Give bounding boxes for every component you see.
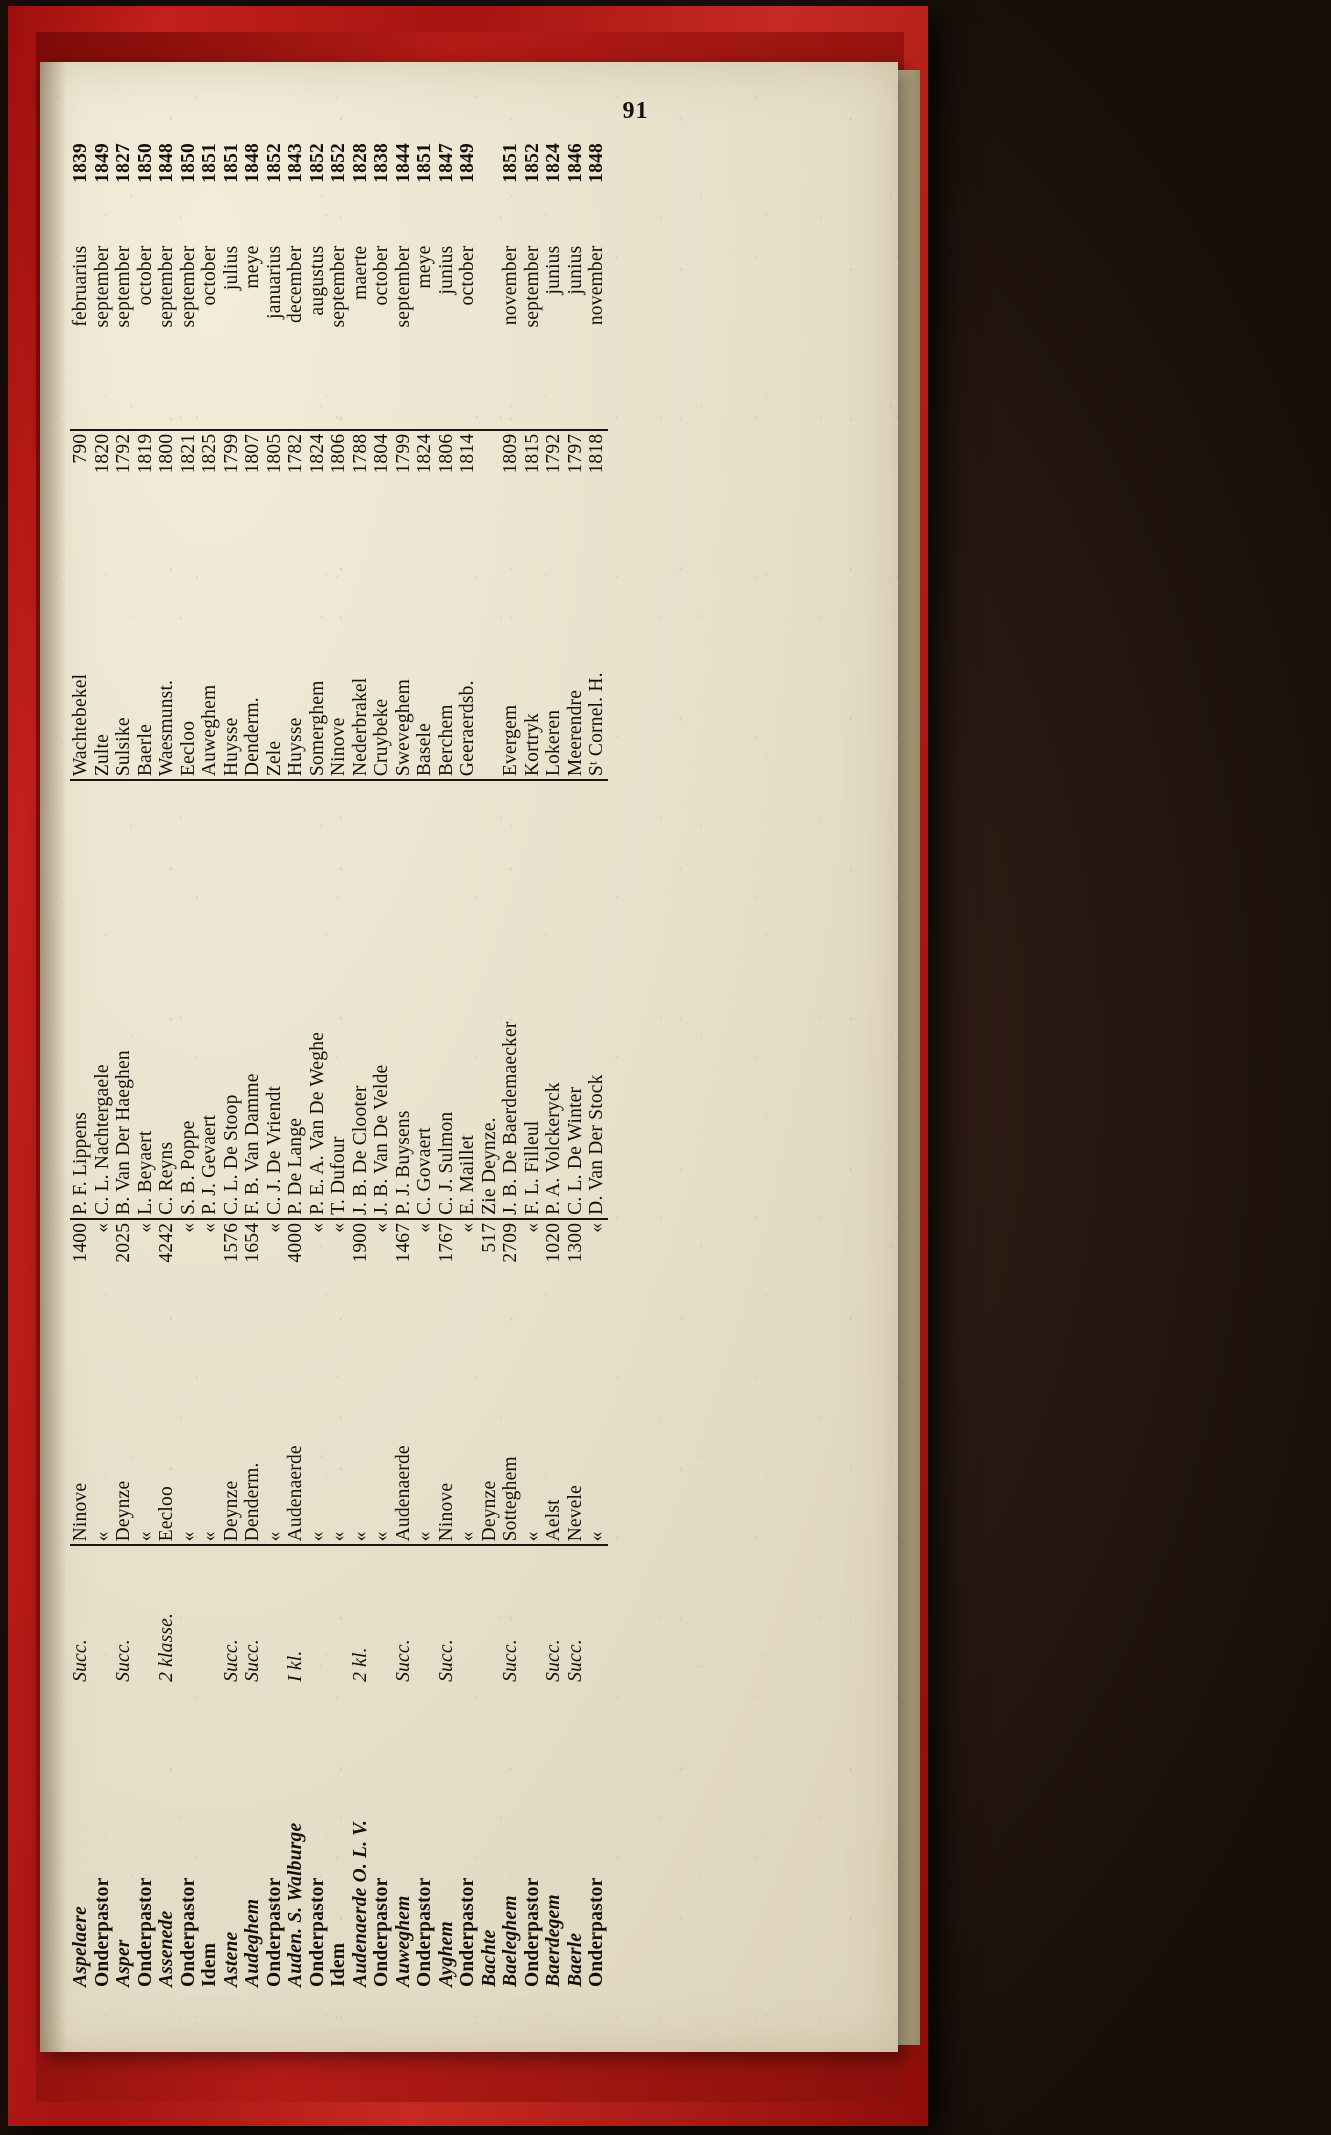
cell-birthplace xyxy=(479,533,501,780)
table-row xyxy=(479,140,501,1990)
cell-population: 1654 xyxy=(242,1219,264,1323)
cell-month: september xyxy=(521,245,543,328)
cell-birthplace: Sulsike xyxy=(113,533,135,780)
cell-birthplace: Huysse xyxy=(285,533,307,780)
cell-function: Succ. xyxy=(564,1639,586,1682)
cell-function: Succ. xyxy=(500,1639,521,1682)
cell-month: junius xyxy=(564,245,586,295)
cell-month: september xyxy=(392,245,414,328)
cell-population: « xyxy=(307,1219,329,1323)
cell-population: 1300 xyxy=(565,1219,587,1323)
cell-birth-year: 1806 xyxy=(436,430,458,534)
cell-place: Onderpastor xyxy=(91,1877,113,1987)
cell-name: C. L. De Stoop xyxy=(220,1094,242,1215)
cell-month: october xyxy=(371,245,392,306)
cell-year: 1848 xyxy=(242,143,263,183)
cell-birth-year: 1824 xyxy=(307,430,329,534)
cell-population: 1467 xyxy=(393,1219,415,1323)
cell-deanery: « xyxy=(522,1323,544,1546)
cell-function xyxy=(135,1545,157,1684)
cell-birth-year: 1799 xyxy=(393,430,415,534)
cell-name: C. L. Nachtergaele xyxy=(91,1064,113,1215)
table-row xyxy=(393,140,415,1990)
cell-function xyxy=(586,1545,608,1684)
cell-birth-year: 1805 xyxy=(264,430,286,534)
cell-month: september xyxy=(91,245,113,328)
cell-month: september xyxy=(113,245,134,328)
cell-name: P. A. Volckeryck xyxy=(543,1082,564,1215)
table-row xyxy=(436,140,458,1990)
cell-function xyxy=(479,1545,501,1684)
table-row xyxy=(371,140,393,1990)
cell-year: 1850 xyxy=(177,143,199,183)
cell-population: « xyxy=(586,1219,608,1323)
cell-birth-year: 1799 xyxy=(221,430,243,534)
cell-function xyxy=(307,1545,329,1684)
table-row xyxy=(328,140,350,1990)
cell-deanery: Audenaerde xyxy=(285,1323,307,1546)
cell-name: F. B. Van Damme xyxy=(242,1073,263,1215)
cell-function: Succ. xyxy=(70,1639,91,1682)
cell-population: « xyxy=(199,1219,221,1323)
cell-birthplace: Somerghem xyxy=(307,533,329,780)
cell-population: 1767 xyxy=(436,1219,458,1323)
cell-birth-year: 1809 xyxy=(500,430,522,534)
cell-birthplace: Cruybeke xyxy=(371,533,393,780)
cell-place: Auweghem xyxy=(392,1895,414,1987)
cell-birthplace: Zele xyxy=(264,533,286,780)
cell-population: 4242 xyxy=(156,1219,178,1323)
page-gutter-shadow xyxy=(40,62,66,2052)
cell-year: 1843 xyxy=(285,143,306,183)
cell-place: Onderpastor xyxy=(521,1877,543,1987)
cell-birthplace: Berchem xyxy=(436,533,458,780)
cell-birthplace: Nederbrakel xyxy=(350,533,372,780)
cell-month: september xyxy=(328,245,349,328)
cell-year: 1850 xyxy=(134,143,156,183)
cell-function xyxy=(92,1545,114,1684)
cell-deanery: Deynze xyxy=(221,1323,243,1546)
cell-birth-year: 1814 xyxy=(457,430,479,534)
cell-year: 1844 xyxy=(392,143,414,183)
cell-place: Onderpastor xyxy=(177,1877,199,1987)
cell-deanery: « xyxy=(350,1323,372,1546)
cell-deanery: « xyxy=(178,1323,200,1546)
cell-name: C. J. Sulmon xyxy=(435,1111,457,1215)
cell-place: Idem xyxy=(199,1942,220,1987)
cell-birth-year: 1819 xyxy=(135,430,157,534)
cell-deanery: Deynze xyxy=(113,1323,135,1546)
cell-function xyxy=(457,1545,479,1684)
cell-deanery: Ninove xyxy=(70,1323,92,1546)
cell-deanery: « xyxy=(92,1323,114,1546)
cell-birth-year: 1797 xyxy=(565,430,587,534)
cell-year: 1828 xyxy=(349,143,371,183)
cell-place: Bachte xyxy=(478,1929,500,1987)
cell-birthplace: Huysse xyxy=(221,533,243,780)
cell-function xyxy=(178,1545,200,1684)
cell-population: 2025 xyxy=(113,1219,135,1323)
cell-birthplace: Lokeren xyxy=(543,533,565,780)
cell-name: J. B. Van De Velde xyxy=(371,1064,392,1215)
cell-month: januarius xyxy=(263,245,285,319)
cell-deanery: « xyxy=(135,1323,157,1546)
cell-birth-year: 1804 xyxy=(371,430,393,534)
cell-year: 1852 xyxy=(328,143,349,183)
cell-name: P. J. Buysens xyxy=(392,1110,414,1215)
cell-function xyxy=(264,1545,286,1684)
cell-deanery: « xyxy=(264,1323,286,1546)
cell-birthplace: Baerle xyxy=(135,533,157,780)
cell-function: I kl. xyxy=(285,1650,306,1682)
cell-deanery: « xyxy=(414,1323,436,1546)
parish-register-table xyxy=(70,140,608,1990)
cell-place: Ayghem xyxy=(435,1921,457,1987)
table-row xyxy=(500,140,522,1990)
cell-function: Succ. xyxy=(220,1639,242,1682)
cell-month: julius xyxy=(220,245,242,291)
cell-name: C. Govaert xyxy=(414,1127,435,1215)
cell-function: Succ. xyxy=(392,1639,414,1682)
cell-name: B. Van Der Haeghen xyxy=(113,1050,134,1215)
cell-year: 1851 xyxy=(220,143,242,183)
table-row xyxy=(135,140,157,1990)
cell-place: Onderpastor xyxy=(586,1877,607,1987)
cell-month: februarius xyxy=(70,245,91,327)
cell-deanery: « xyxy=(371,1323,393,1546)
table-row xyxy=(156,140,178,1990)
cell-birthplace: Ninove xyxy=(328,533,350,780)
cell-name: J. B. De Clooter xyxy=(349,1085,371,1215)
table-row xyxy=(285,140,307,1990)
cell-name: T. Dufour xyxy=(328,1136,349,1215)
cell-place: Baerdegem xyxy=(543,1894,564,1987)
cell-population: « xyxy=(178,1219,200,1323)
cell-birthplace: Wachtebekel xyxy=(70,533,92,780)
cell-birth-year: 1807 xyxy=(242,430,264,534)
cell-place: Asper xyxy=(113,1939,134,1987)
table-row xyxy=(522,140,544,1990)
cell-deanery: Aelst xyxy=(543,1323,565,1546)
cell-birth-year: 1821 xyxy=(178,430,200,534)
cell-month: maerte xyxy=(349,245,371,300)
cell-population: « xyxy=(457,1219,479,1323)
cell-deanery: « xyxy=(457,1323,479,1546)
cell-month: junius xyxy=(435,245,457,295)
table-row xyxy=(350,140,372,1990)
table-row xyxy=(565,140,587,1990)
cell-function xyxy=(328,1545,350,1684)
cell-name: P. E. A. Van De Weghe xyxy=(306,1031,328,1215)
cell-year: 1851 xyxy=(500,143,521,183)
cell-place: Onderpastor xyxy=(134,1877,156,1987)
cell-birthplace: Sweveghem xyxy=(393,533,415,780)
cell-birthplace: Kortryk xyxy=(522,533,544,780)
cell-year: 1849 xyxy=(457,143,478,183)
cell-deanery: « xyxy=(199,1323,221,1546)
cell-month xyxy=(479,243,501,430)
cell-place: Idem xyxy=(328,1942,349,1987)
cell-month: augustus xyxy=(306,245,328,316)
cell-function: Succ. xyxy=(435,1639,457,1682)
cell-deanery: Eecloo xyxy=(156,1323,178,1546)
cell-place: Auden. S. Walburge xyxy=(285,1822,306,1987)
table-row xyxy=(221,140,243,1990)
cell-birth-year: 1782 xyxy=(285,430,307,534)
cell-deanery: « xyxy=(328,1323,350,1546)
cell-population: 1400 xyxy=(70,1219,92,1323)
table-row xyxy=(414,140,436,1990)
cell-population: 2709 xyxy=(500,1219,522,1323)
cell-birthplace: Waesmunst. xyxy=(156,533,178,780)
cell-place: Onderpastor xyxy=(263,1877,285,1987)
cell-place: Aspelaere xyxy=(70,1906,91,1987)
cell-birthplace: Meerendre xyxy=(565,533,587,780)
cell-deanery: « xyxy=(307,1323,329,1546)
cell-place: Astene xyxy=(220,1931,242,1987)
cell-month: meye xyxy=(414,245,435,289)
table-row xyxy=(457,140,479,1990)
cell-population: « xyxy=(414,1219,436,1323)
cell-month: november xyxy=(500,245,521,326)
cell-year: 1848 xyxy=(156,143,177,183)
cell-month: december xyxy=(285,245,306,323)
cell-population: 4000 xyxy=(285,1219,307,1323)
cell-function: Succ. xyxy=(113,1639,134,1682)
cell-deanery: Nevele xyxy=(565,1323,587,1546)
cell-year: 1849 xyxy=(91,143,113,183)
cell-birth-year: 1815 xyxy=(522,430,544,534)
cell-place: Audeghem xyxy=(242,1898,263,1987)
cell-birthplace: Eecloo xyxy=(178,533,200,780)
cell-name: S. B. Poppe xyxy=(177,1120,199,1215)
cell-name: D. Van Der Stock xyxy=(586,1074,607,1215)
cell-place: Onderpastor xyxy=(306,1877,328,1987)
table-body xyxy=(70,140,608,1990)
cell-birth-year: 1824 xyxy=(414,430,436,534)
table-row xyxy=(113,140,135,1990)
table-row xyxy=(92,140,114,1990)
table-row xyxy=(178,140,200,1990)
cell-birth-year: 1806 xyxy=(328,430,350,534)
cell-year: 1847 xyxy=(435,143,457,183)
cell-year: 1838 xyxy=(371,143,392,183)
cell-month: october xyxy=(457,245,478,306)
cell-birthplace: Denderm. xyxy=(242,533,264,780)
cell-name: L. Beyaert xyxy=(134,1130,156,1215)
cell-name: C. L. De Winter xyxy=(564,1086,586,1215)
cell-place: Onderpastor xyxy=(457,1877,478,1987)
cell-population: 1900 xyxy=(350,1219,372,1323)
cell-birth-year: 1818 xyxy=(586,430,608,534)
cell-month: meye xyxy=(242,245,263,289)
cell-population: 1576 xyxy=(221,1219,243,1323)
cell-function xyxy=(199,1545,221,1684)
cell-function xyxy=(414,1545,436,1684)
cell-year: 1851 xyxy=(199,143,220,183)
cell-name: C. Reyns xyxy=(156,1141,177,1215)
cell-birthplace: Basele xyxy=(414,533,436,780)
cell-function xyxy=(522,1545,544,1684)
cell-function: Succ. xyxy=(242,1639,263,1682)
table-row xyxy=(543,140,565,1990)
cell-population: 1020 xyxy=(543,1219,565,1323)
cell-birth-year: 1788 xyxy=(350,430,372,534)
rotated-table-region xyxy=(70,140,870,1990)
table-row xyxy=(307,140,329,1990)
cell-name: E. Maillet xyxy=(457,1134,478,1215)
cell-birthplace: Evergem xyxy=(500,533,522,780)
cell-name: P. De Lange xyxy=(285,1117,306,1215)
cell-name: F. L. Filleul xyxy=(521,1120,543,1215)
cell-place: Baeleghem xyxy=(500,1895,521,1987)
cell-year: 1852 xyxy=(263,143,285,183)
cell-birth-year xyxy=(479,430,501,534)
cell-population: 517 xyxy=(479,1219,501,1323)
cell-population: « xyxy=(522,1219,544,1323)
cell-year: 1852 xyxy=(306,143,328,183)
cell-birth-year: 1825 xyxy=(199,430,221,534)
cell-birth-year: 1792 xyxy=(113,430,135,534)
cell-birth-year: 1792 xyxy=(543,430,565,534)
cell-population: « xyxy=(264,1219,286,1323)
cell-function xyxy=(371,1545,393,1684)
cell-function: 2 kl. xyxy=(349,1647,371,1682)
cell-name: P. J. Gevaert xyxy=(199,1114,220,1215)
cell-place: Audenaerde O. L. V. xyxy=(349,1819,371,1987)
cell-deanery: « xyxy=(586,1323,608,1546)
cell-function: Succ. xyxy=(543,1639,564,1682)
cell-name: C. J. De Vriendt xyxy=(263,1085,285,1215)
cell-population: « xyxy=(92,1219,114,1323)
cell-deanery: Denderm. xyxy=(242,1323,264,1546)
cell-population: « xyxy=(328,1219,350,1323)
cell-month: october xyxy=(199,245,220,306)
cell-name: P. F. Lippens xyxy=(70,1111,91,1215)
cell-deanery: Ninove xyxy=(436,1323,458,1546)
table-row xyxy=(70,140,92,1990)
cell-month: junius xyxy=(543,245,564,295)
table-row xyxy=(199,140,221,1990)
table-row xyxy=(242,140,264,1990)
page-number: 91 xyxy=(622,98,649,124)
cell-birth-year: 790 xyxy=(70,430,92,534)
cell-name: J. B. De Baerdemaecker xyxy=(500,1021,521,1215)
cell-month: october xyxy=(134,245,156,306)
cell-place: Assenede xyxy=(156,1910,177,1987)
cell-birthplace: Sᵗ Cornel. H. xyxy=(586,533,608,780)
cell-birthplace: Geeraerdsb. xyxy=(457,533,479,780)
cell-year: 1852 xyxy=(521,143,543,183)
table-row xyxy=(264,140,286,1990)
cell-year xyxy=(479,140,501,243)
cell-month: september xyxy=(177,245,199,328)
cell-birth-year: 1820 xyxy=(92,430,114,534)
cell-deanery: Sotteghem xyxy=(500,1323,522,1546)
cell-year: 1839 xyxy=(70,143,91,183)
cell-year: 1824 xyxy=(543,143,564,183)
cell-birthplace: Auweghem xyxy=(199,533,221,780)
cell-year: 1827 xyxy=(113,143,134,183)
cell-function: 2 klasse. xyxy=(156,1612,177,1682)
cell-population: « xyxy=(135,1219,157,1323)
cell-deanery: Deynze xyxy=(479,1323,501,1546)
cell-place: Baerle xyxy=(564,1932,586,1987)
cell-population: « xyxy=(371,1219,393,1323)
cell-deanery: Audenaerde xyxy=(393,1323,415,1546)
cell-birthplace: Zulte xyxy=(92,533,114,780)
cell-place: Onderpastor xyxy=(371,1877,392,1987)
table-row xyxy=(586,140,608,1990)
cell-year: 1848 xyxy=(586,143,607,183)
cell-place: Onderpastor xyxy=(414,1877,435,1987)
cell-month: september xyxy=(156,245,177,328)
cell-birth-year: 1800 xyxy=(156,430,178,534)
cell-name: Zie Deynze. xyxy=(478,1117,500,1215)
cell-year: 1846 xyxy=(564,143,586,183)
cell-month: november xyxy=(586,245,607,326)
cell-year: 1851 xyxy=(414,143,435,183)
